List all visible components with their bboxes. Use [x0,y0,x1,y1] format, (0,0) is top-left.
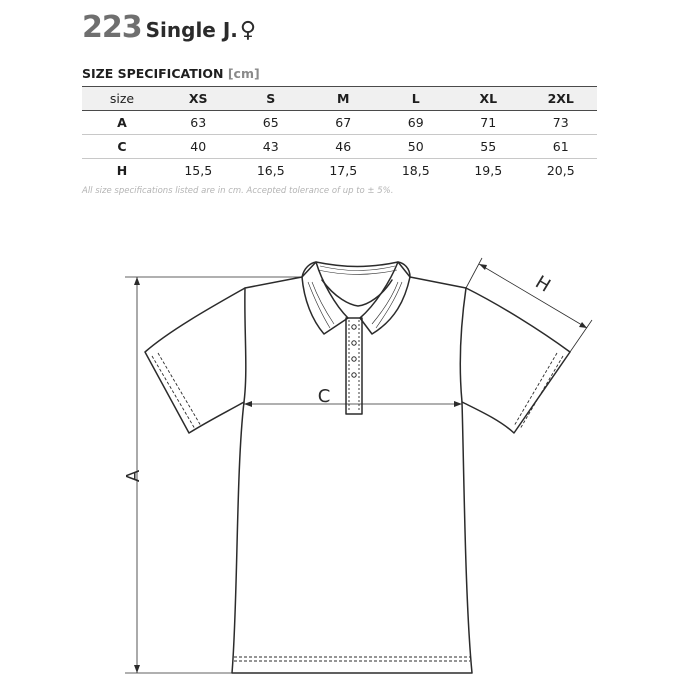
measure-label-a: A [123,469,144,483]
row-label: H [116,163,128,178]
table-cell: 55 [452,135,525,159]
row-label: A [82,111,162,135]
tolerance-note: All size specifications listed are in cm. Accepted tolerance of up to ± 5%. [82,186,394,196]
table-cell: 43 [235,135,308,159]
neck-opening [322,280,392,306]
column-header: S [235,87,308,111]
left-sleeve [145,288,245,433]
button-icon [352,341,356,345]
table-cell: 50 [380,135,453,159]
table-cell: 19,5 [474,163,503,178]
table-cell: 15,5 [184,163,213,178]
spec-title-text: SIZE SPECIFICATION [82,66,224,81]
shirt-body-outline [232,277,472,673]
row-label: C [82,135,162,159]
table-cell: 40 [162,135,235,159]
table-cell: 71 [452,111,525,135]
spec-unit: [cm] [227,66,260,81]
table-cell: 65 [235,111,308,135]
measure-label-h: H [531,271,555,297]
right-sleeve [462,288,570,433]
table-cell: 17,5 [329,163,358,178]
measure-label-c: C [317,386,331,407]
table-cell: 67 [307,111,380,135]
table-cell: 16,5 [256,163,285,178]
right-collar [360,262,410,334]
table-cell: 73 [525,111,598,135]
measure-line-h [479,264,587,328]
column-header: M [307,87,380,111]
product-code: 223 [82,10,142,45]
table-cell: 61 [525,135,598,159]
table-cell: 46 [307,135,380,159]
button-icon [352,357,356,361]
female-symbol-icon: ♀ [239,18,256,43]
product-name: Single J. [145,18,238,42]
button-icon [352,325,356,329]
table-cell: 69 [380,111,453,135]
column-header: XS [162,87,235,111]
button-icon [352,373,356,377]
table-cell: 63 [162,111,235,135]
column-header: size [82,87,162,111]
table-cell: 20,5 [546,163,575,178]
column-header: XL [452,87,525,111]
table-cell: 18,5 [401,163,430,178]
column-header: 2XL [525,87,598,111]
placket [346,318,362,414]
column-header: L [380,87,453,111]
